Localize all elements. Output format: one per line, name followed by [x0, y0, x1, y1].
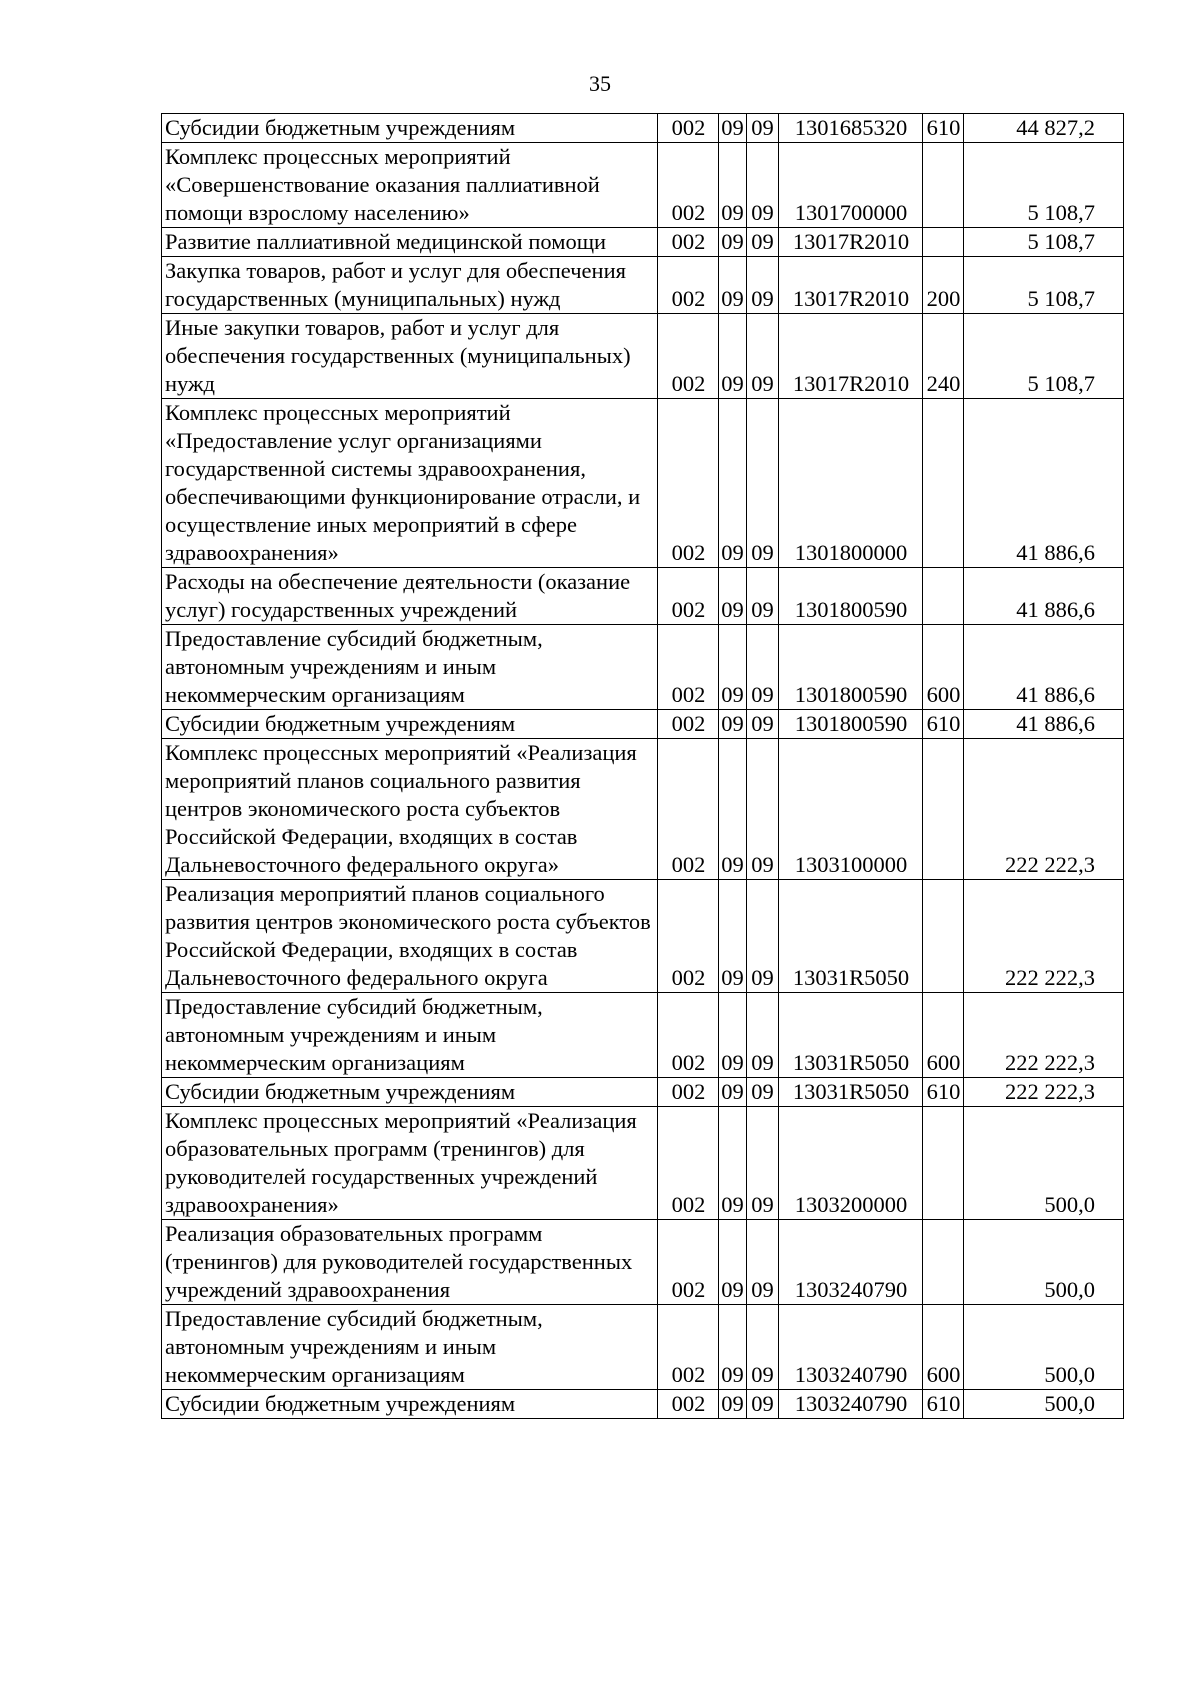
- subsection-code-cell: 09: [747, 228, 779, 257]
- expense-type-code-cell: [923, 1107, 964, 1220]
- department-code-cell: 002: [658, 114, 719, 143]
- section-code-cell: 09: [719, 568, 747, 625]
- department-code-cell: 002: [658, 625, 719, 710]
- expense-name-cell: Иные закупки товаров, работ и услуг для обеспечения государственных (муниципальных) нужд: [162, 314, 658, 399]
- table-row: [162, 1078, 1124, 1107]
- table-row: [162, 228, 1124, 257]
- table-row: [162, 1305, 1124, 1390]
- amount-cell: 5 108,7: [964, 257, 1124, 314]
- amount-cell: 44 827,2: [964, 114, 1124, 143]
- amount-cell: 222 222,3: [964, 739, 1124, 880]
- expense-name-cell: Субсидии бюджетным учреждениям: [162, 1078, 658, 1107]
- expense-type-code-cell: [923, 228, 964, 257]
- table-row: [162, 710, 1124, 739]
- expense-type-code-cell: 610: [923, 1078, 964, 1107]
- amount-cell: 222 222,3: [964, 993, 1124, 1078]
- section-code-cell: 09: [719, 739, 747, 880]
- subsection-code-cell: 09: [747, 1078, 779, 1107]
- department-code-cell: 002: [658, 314, 719, 399]
- target-item-code-cell: 1301800590: [779, 568, 923, 625]
- target-item-code-cell: 1301800590: [779, 710, 923, 739]
- target-item-code-cell: 1301700000: [779, 143, 923, 228]
- table-row: [162, 625, 1124, 710]
- expense-name-cell: Комплекс процессных мероприятий «Предоставление услуг организациями государственной системы здравоохранения, обеспечивающими функционирование отрасли, и осуществление иных мероприятий в сфере здравоохранения»: [162, 399, 658, 568]
- expense-type-code-cell: [923, 1220, 964, 1305]
- amount-cell: 500,0: [964, 1107, 1124, 1220]
- table-row: [162, 880, 1124, 993]
- target-item-code-cell: 1303240790: [779, 1305, 923, 1390]
- table-row: [162, 1390, 1124, 1419]
- section-code-cell: 09: [719, 257, 747, 314]
- department-code-cell: 002: [658, 143, 719, 228]
- subsection-code-cell: 09: [747, 625, 779, 710]
- subsection-code-cell: 09: [747, 1390, 779, 1419]
- expense-type-code-cell: [923, 880, 964, 993]
- department-code-cell: 002: [658, 257, 719, 314]
- section-code-cell: 09: [719, 625, 747, 710]
- expense-type-code-cell: 610: [923, 1390, 964, 1419]
- expense-type-code-cell: 600: [923, 625, 964, 710]
- amount-cell: 500,0: [964, 1390, 1124, 1419]
- table-row: [162, 399, 1124, 568]
- subsection-code-cell: 09: [747, 399, 779, 568]
- section-code-cell: 09: [719, 1220, 747, 1305]
- expense-type-code-cell: 200: [923, 257, 964, 314]
- subsection-code-cell: 09: [747, 314, 779, 399]
- target-item-code-cell: 13017R2010: [779, 257, 923, 314]
- department-code-cell: 002: [658, 739, 719, 880]
- target-item-code-cell: 1301800590: [779, 625, 923, 710]
- section-code-cell: 09: [719, 1107, 747, 1220]
- section-code-cell: 09: [719, 399, 747, 568]
- section-code-cell: 09: [719, 880, 747, 993]
- department-code-cell: 002: [658, 1305, 719, 1390]
- amount-cell: 41 886,6: [964, 399, 1124, 568]
- target-item-code-cell: 13017R2010: [779, 314, 923, 399]
- expense-type-code-cell: 600: [923, 993, 964, 1078]
- budget-table-body: [162, 114, 1124, 1419]
- subsection-code-cell: 09: [747, 880, 779, 993]
- expense-name-cell: Комплекс процессных мероприятий «Совершенствование оказания паллиативной помощи взрослому населению»: [162, 143, 658, 228]
- table-row: [162, 114, 1124, 143]
- department-code-cell: 002: [658, 993, 719, 1078]
- table-row: [162, 993, 1124, 1078]
- department-code-cell: 002: [658, 710, 719, 739]
- expense-name-cell: Закупка товаров, работ и услуг для обеспечения государственных (муниципальных) нужд: [162, 257, 658, 314]
- section-code-cell: 09: [719, 143, 747, 228]
- expense-type-code-cell: 600: [923, 1305, 964, 1390]
- amount-cell: 5 108,7: [964, 228, 1124, 257]
- department-code-cell: 002: [658, 1390, 719, 1419]
- target-item-code-cell: 1303200000: [779, 1107, 923, 1220]
- subsection-code-cell: 09: [747, 739, 779, 880]
- expense-type-code-cell: 610: [923, 114, 964, 143]
- table-row: [162, 143, 1124, 228]
- subsection-code-cell: 09: [747, 1305, 779, 1390]
- amount-cell: 41 886,6: [964, 625, 1124, 710]
- expense-name-cell: Предоставление субсидий бюджетным, автономным учреждениям и иным некоммерческим организациям: [162, 625, 658, 710]
- expense-name-cell: Субсидии бюджетным учреждениям: [162, 1390, 658, 1419]
- expense-type-code-cell: [923, 739, 964, 880]
- section-code-cell: 09: [719, 114, 747, 143]
- expense-name-cell: Комплекс процессных мероприятий «Реализация образовательных программ (тренингов) для руководителей государственных учреждений здравоохранения»: [162, 1107, 658, 1220]
- expense-name-cell: Субсидии бюджетным учреждениям: [162, 710, 658, 739]
- department-code-cell: 002: [658, 1107, 719, 1220]
- target-item-code-cell: 1303240790: [779, 1390, 923, 1419]
- budget-table: [161, 113, 1124, 1419]
- expense-name-cell: Комплекс процессных мероприятий «Реализация мероприятий планов социального развития центров экономического роста субъектов Российской Федерации, входящих в состав Дальневосточного федерального округа»: [162, 739, 658, 880]
- expense-type-code-cell: [923, 568, 964, 625]
- target-item-code-cell: 13031R5050: [779, 880, 923, 993]
- department-code-cell: 002: [658, 399, 719, 568]
- amount-cell: 5 108,7: [964, 143, 1124, 228]
- amount-cell: 500,0: [964, 1305, 1124, 1390]
- target-item-code-cell: 1301685320: [779, 114, 923, 143]
- section-code-cell: 09: [719, 314, 747, 399]
- department-code-cell: 002: [658, 1220, 719, 1305]
- department-code-cell: 002: [658, 880, 719, 993]
- subsection-code-cell: 09: [747, 1107, 779, 1220]
- department-code-cell: 002: [658, 568, 719, 625]
- target-item-code-cell: 13017R2010: [779, 228, 923, 257]
- amount-cell: 222 222,3: [964, 880, 1124, 993]
- subsection-code-cell: 09: [747, 257, 779, 314]
- expense-type-code-cell: [923, 143, 964, 228]
- subsection-code-cell: 09: [747, 568, 779, 625]
- target-item-code-cell: 13031R5050: [779, 1078, 923, 1107]
- amount-cell: 222 222,3: [964, 1078, 1124, 1107]
- amount-cell: 41 886,6: [964, 568, 1124, 625]
- table-row: [162, 314, 1124, 399]
- section-code-cell: 09: [719, 993, 747, 1078]
- department-code-cell: 002: [658, 228, 719, 257]
- table-row: [162, 1107, 1124, 1220]
- expense-name-cell: Расходы на обеспечение деятельности (оказание услуг) государственных учреждений: [162, 568, 658, 625]
- expense-type-code-cell: 610: [923, 710, 964, 739]
- amount-cell: 5 108,7: [964, 314, 1124, 399]
- subsection-code-cell: 09: [747, 143, 779, 228]
- amount-cell: 41 886,6: [964, 710, 1124, 739]
- expense-type-code-cell: [923, 399, 964, 568]
- expense-name-cell: Субсидии бюджетным учреждениям: [162, 114, 658, 143]
- page-number: 35: [589, 71, 611, 96]
- target-item-code-cell: 13031R5050: [779, 993, 923, 1078]
- target-item-code-cell: 1303240790: [779, 1220, 923, 1305]
- department-code-cell: 002: [658, 1078, 719, 1107]
- section-code-cell: 09: [719, 710, 747, 739]
- expense-name-cell: Реализация мероприятий планов социального развития центров экономического роста субъектов Российской Федерации, входящих в состав Дальневосточного федерального округа: [162, 880, 658, 993]
- section-code-cell: 09: [719, 228, 747, 257]
- section-code-cell: 09: [719, 1078, 747, 1107]
- expense-name-cell: Развитие паллиативной медицинской помощи: [162, 228, 658, 257]
- subsection-code-cell: 09: [747, 1220, 779, 1305]
- section-code-cell: 09: [719, 1390, 747, 1419]
- section-code-cell: 09: [719, 1305, 747, 1390]
- amount-cell: 500,0: [964, 1220, 1124, 1305]
- table-row: [162, 568, 1124, 625]
- target-item-code-cell: 1303100000: [779, 739, 923, 880]
- expense-name-cell: Реализация образовательных программ (тренингов) для руководителей государственных учреждений здравоохранения: [162, 1220, 658, 1305]
- expense-name-cell: Предоставление субсидий бюджетным, автономным учреждениям и иным некоммерческим организациям: [162, 993, 658, 1078]
- table-row: [162, 739, 1124, 880]
- table-row: [162, 1220, 1124, 1305]
- subsection-code-cell: 09: [747, 993, 779, 1078]
- subsection-code-cell: 09: [747, 114, 779, 143]
- subsection-code-cell: 09: [747, 710, 779, 739]
- expense-type-code-cell: 240: [923, 314, 964, 399]
- table-row: [162, 257, 1124, 314]
- target-item-code-cell: 1301800000: [779, 399, 923, 568]
- expense-name-cell: Предоставление субсидий бюджетным, автономным учреждениям и иным некоммерческим организациям: [162, 1305, 658, 1390]
